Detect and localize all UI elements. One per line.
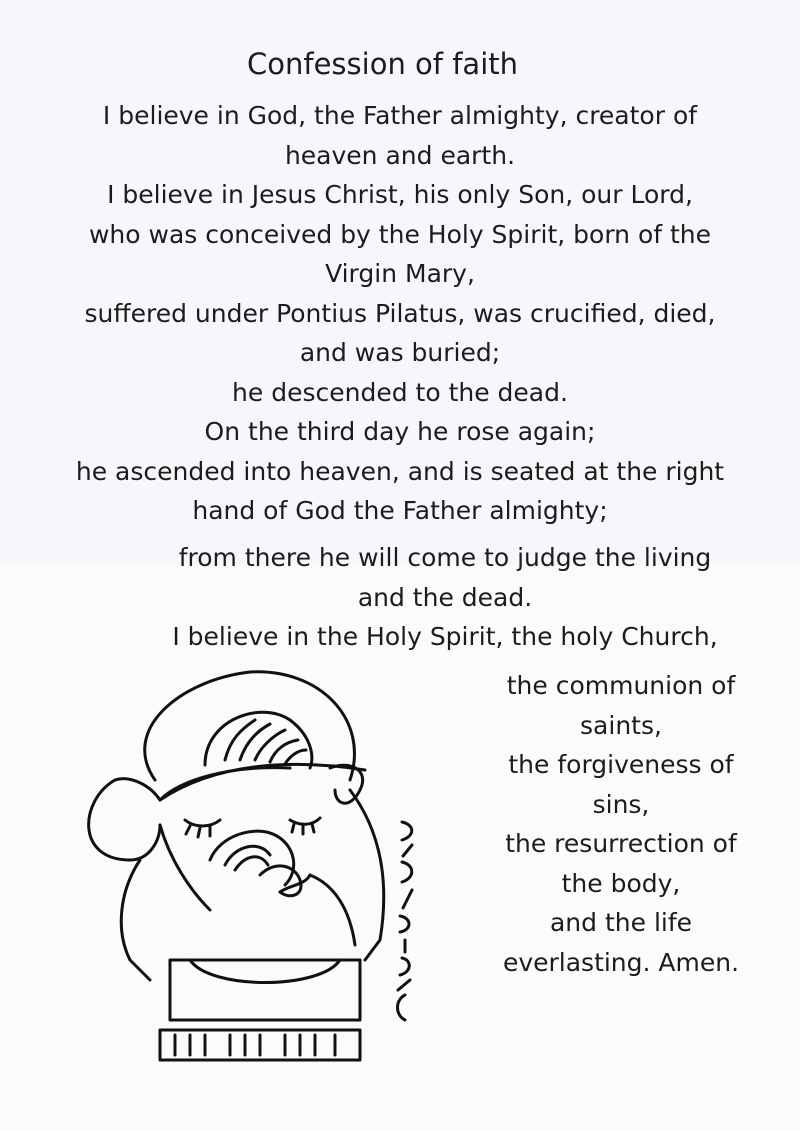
creed-top-block [20,96,780,531]
creed-line: suffered under Pontius Pilatus, was crucified, died, [84,298,716,328]
creed-line: everlasting. Amen. [502,947,740,977]
creed-middle-block [160,538,730,657]
creed-line: and the dead. [357,582,533,612]
creed-line: sins, [592,789,650,819]
creed-line: he ascended into heaven, and is seated at the right [75,456,725,486]
creed-line: the resurrection of [505,829,737,858]
creed-line: hand of God the Father almighty; [192,496,608,525]
creed-side-block [490,666,752,982]
creed-line: and the life [549,908,693,937]
creed-line: I believe in the Holy Spirit, the holy Church, [172,622,718,651]
creed-line: who was conceived by the Holy Spirit, born of the [88,219,712,249]
praying-figure-icon [60,660,460,1090]
creed-line: from there he will come to judge the living [178,543,712,572]
creed-line: I believe in Jesus Christ, his only Son, our Lord, [107,180,693,209]
creed-line: the communion of [506,671,736,700]
creed-line: On the third day he rose again; [204,417,596,446]
creed-line: he descended to the dead. [232,377,568,407]
creed-line: Virgin Mary, [325,259,475,288]
creed-line: the body, [561,868,681,898]
creed-line: and was buried; [299,338,501,367]
creed-line: heaven and earth. [284,140,516,170]
creed-line: saints, [580,710,662,740]
page-title: Confession of faith [247,47,518,81]
creed-line: the forgiveness of [508,750,734,779]
creed-line: I believe in God, the Father almighty, creator of [102,101,698,130]
